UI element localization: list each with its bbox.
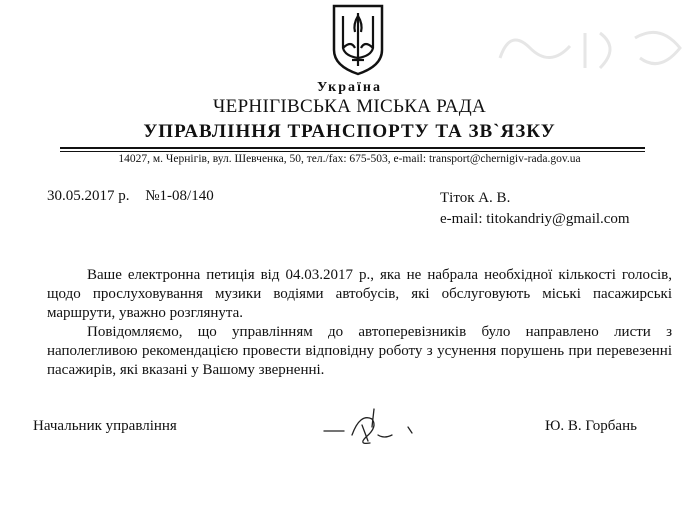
document-date: 30.05.2017 р.	[47, 188, 130, 204]
recipient-block	[440, 188, 630, 230]
letterhead-divider-thick	[60, 147, 645, 149]
bleed-through-mark	[490, 18, 699, 78]
handwritten-signature	[322, 405, 422, 447]
trident-coat-of-arms-icon	[331, 4, 385, 76]
letterhead-department: УПРАВЛІННЯ ТРАНСПОРТУ ТА ЗВ`ЯЗКУ	[143, 121, 556, 142]
signatory-name: Ю. В. Горбань	[545, 418, 637, 434]
recipient-email: e-mail: titokandriy@gmail.com	[440, 211, 630, 227]
signatory-title: Начальник управління	[33, 418, 177, 434]
letterhead-council: ЧЕРНІГІВСЬКА МІСЬКА РАДА	[213, 96, 486, 117]
letterhead-country: Україна	[317, 80, 382, 95]
body-paragraph-1: Ваше електронна петиція від 04.03.2017 р., яка не набрала необхідної кількості голосів, щодо прослуховування музики водіями автобусів, які обслуговують міські пасажирські маршрути, уважно розглянута.	[47, 267, 672, 321]
letterhead-divider-thin	[60, 151, 645, 152]
letter-body	[47, 266, 672, 380]
letterhead-address: 14027, м. Чернігів, вул. Шевченка, 50, тел./fax: 675-503, e-mail: transport@chernigiv-rada.gov.ua	[118, 153, 581, 165]
document-number: №1-08/140	[145, 188, 214, 204]
body-paragraph-2: Повідомляємо, що управлінням до автоперевізників було направлено листи з наполегливою рекомендацією провести відповідну роботу з усунення порушень при перевезенні пасажирів, які вказані у Вашому зверненні.	[47, 324, 672, 378]
document-meta	[47, 188, 214, 205]
recipient-name: Тіток А. В.	[440, 190, 511, 206]
